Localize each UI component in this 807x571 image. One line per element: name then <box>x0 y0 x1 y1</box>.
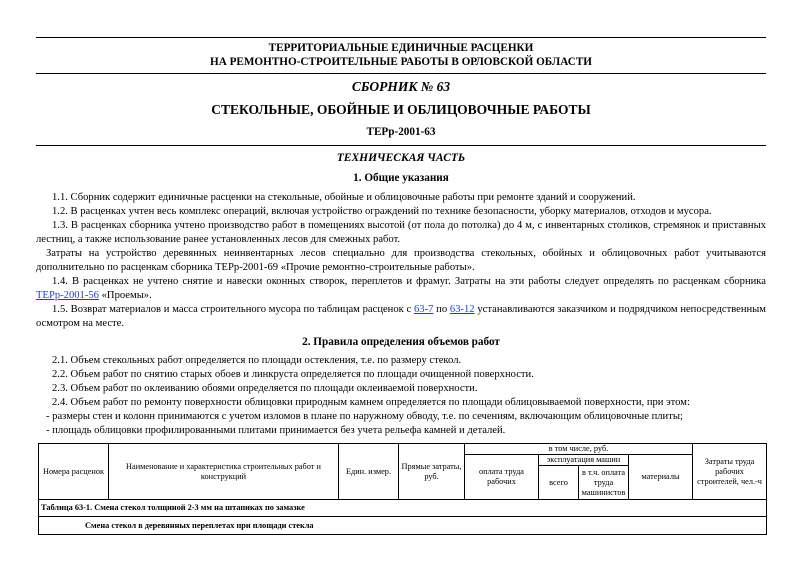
paragraph-2-2: 2.2. Объем работ по снятию старых обоев и линкруста определяется по площади очищенной поверхности. <box>52 369 534 380</box>
paragraph-1-3-text: 1.3. В расценках сборника учтено производство работ в помещениях высотой (от пола до потолка) до 4 м, с инвентарных столиков, стремянок и приставных лестниц, а также использование ранее установленных лесов для смежных работ. <box>36 220 766 246</box>
paragraph-1-4-text: 1.4. В расценках не учтено снятие и навески оконных створок, переплетов и фрамуг. Затраты на эти работы следует определять по расценкам сборника <box>52 276 766 287</box>
header-line-2: НА РЕМОНТНО-СТРОИТЕЛЬНЫЕ РАБОТЫ В ОРЛОВСКОЙ ОБЛАСТИ <box>210 56 592 68</box>
paragraph-2-1: 2.1. Объем стекольных работ определяется по площади остекления, т.е. по размеру стекол. <box>52 355 462 366</box>
rule-under-header <box>36 73 766 74</box>
collection-title: СБОРНИК № 63 <box>351 79 451 94</box>
col-direct-costs: Прямые затраты, руб. <box>399 444 465 500</box>
paragraph-1-3b <box>36 247 766 275</box>
paragraph-1-3b-text: Затраты на устройство деревянных неинвентарных лесов специально для производства стекольных, обойных и облицовочных работ учитываются дополнительно по расценкам сборника ТЕРр-2001-69 «Прочие ремонтно-строительные работы». <box>36 248 766 274</box>
paragraph-2-3: 2.3. Объем работ по оклеиванию обоями определяется по площади оклеиваемой поверхности. <box>52 383 478 394</box>
col-machines-total: всего <box>539 466 579 500</box>
paragraph-1-4-tail: «Проемы». <box>98 290 152 302</box>
subsection-row: Смена стекол в деревянных переплетах при площади стекла <box>39 517 767 535</box>
section-2-title: 2. Правила определения объемов работ <box>302 336 500 348</box>
paragraph-2-4a: - размеры стен и колонн принимаются с учетом изломов в плане по наружному обводу, т.е. по сечениям, включающим облицовочные плиты; <box>46 411 683 422</box>
col-unit: Един. измер. <box>339 444 399 500</box>
link-63-7[interactable]: 63-7 <box>414 304 434 315</box>
col-machines: эксплуатация машин <box>539 455 629 466</box>
col-materials: материалы <box>629 455 693 500</box>
col-including: в том числе, руб. <box>465 444 693 455</box>
paragraph-1-5-c: устанавливаются заказчиком и подрядчиком непосредственным осмотром на месте. <box>36 304 766 330</box>
paragraph-1-5-a: 1.5. Возврат материалов и масса строительного мусора по таблицам расценок с <box>52 304 414 315</box>
paragraph-1-3 <box>36 219 766 247</box>
link-terr-2001-56[interactable]: ТЕРр-2001-56 <box>36 290 99 302</box>
table-title-row: Таблица 63-1. Смена стекол толщиной 2-3 мм на штапиках по замазке <box>39 500 767 517</box>
document-title: СТЕКОЛЬНЫЕ, ОБОЙНЫЕ И ОБЛИЦОВОЧНЫЕ РАБОТЫ <box>211 102 591 117</box>
link-63-12[interactable]: 63-12 <box>449 304 475 315</box>
paragraph-1-5-b: по <box>433 304 450 315</box>
rates-table <box>38 443 767 535</box>
col-labor-costs: Затраты труда рабочих строителей, чел.-ч <box>693 444 767 500</box>
col-work-name: Наименование и характеристика строительных работ и конструкций <box>109 444 339 500</box>
top-rule <box>36 37 766 38</box>
col-machinist-wage: в т.ч. оплата труда машинистов <box>579 466 629 500</box>
paragraph-2-4b: - площадь облицовки профилированными плитами принимается без учета рельефа камней и деталей. <box>46 425 506 436</box>
paragraph-1-1: 1.1. Сборник содержит единичные расценки на стекольные, обойные и облицовочные работы при ремонте зданий и сооружений. <box>52 192 636 203</box>
section-1-title: 1. Общие указания <box>353 172 449 184</box>
document-code: ТЕРр-2001-63 <box>366 126 436 138</box>
tech-part-title: ТЕХНИЧЕСКАЯ ЧАСТЬ <box>336 152 466 164</box>
col-wage: оплата труда рабочих <box>465 455 539 500</box>
header-line-1: ТЕРРИТОРИАЛЬНЫЕ ЕДИНИЧНЫЕ РАСЦЕНКИ <box>268 42 534 54</box>
rule-under-code <box>36 145 766 146</box>
paragraph-1-4 <box>36 275 766 303</box>
paragraph-1-5 <box>36 303 766 331</box>
paragraph-1-2: 1.2. В расценках учтен весь комплекс операций, включая устройство ограждений по технике безопасности, уборку материалов, отходов и мусора. <box>52 206 712 217</box>
col-rate-number: Номера расценок <box>39 444 109 500</box>
paragraph-2-4: 2.4. Объем работ по ремонту поверхности облицовки природным камнем определяется по площади облицовываемой поверхности, при этом: <box>52 397 690 408</box>
